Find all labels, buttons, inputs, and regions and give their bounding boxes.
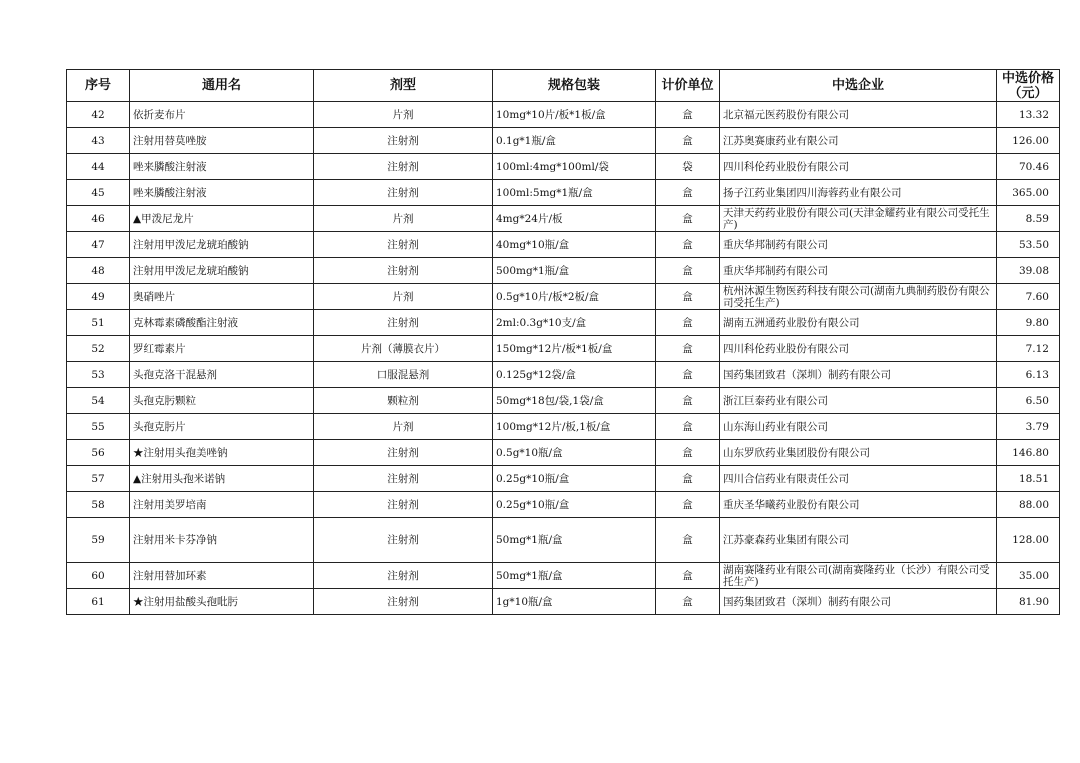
cell-spec: 50mg*1瓶/盒 (493, 518, 656, 563)
cell-price: 128.00 (997, 518, 1060, 563)
cell-company: 浙江巨泰药业有限公司 (720, 388, 997, 414)
cell-spec: 50mg*18包/袋,1袋/盒 (493, 388, 656, 414)
table-row (67, 336, 1060, 362)
cell-spec: 150mg*12片/板*1板/盒 (493, 336, 656, 362)
cell-spec: 100ml:5mg*1瓶/盒 (493, 180, 656, 206)
cell-price: 35.00 (997, 563, 1060, 589)
cell-spec: 4mg*24片/板 (493, 206, 656, 232)
cell-company: 山东海山药业有限公司 (720, 414, 997, 440)
cell-generic-name: 唑来膦酸注射液 (130, 154, 314, 180)
cell-dosage-form: 注射剂 (314, 258, 493, 284)
cell-company: 天津天药药业股份有限公司(天津金耀药业有限公司受托生产) (720, 206, 997, 232)
cell-company: 湖南赛隆药业有限公司(湖南赛隆药业（长沙）有限公司受托生产) (720, 563, 997, 589)
header-company: 中选企业 (720, 70, 997, 102)
cell-generic-name: 注射用替加环素 (130, 563, 314, 589)
cell-dosage-form: 注射剂 (314, 180, 493, 206)
cell-dosage-form: 注射剂 (314, 232, 493, 258)
cell-generic-name: 注射用甲泼尼龙琥珀酸钠 (130, 232, 314, 258)
cell-seq: 51 (67, 310, 130, 336)
cell-generic-name: 头孢克洛干混悬剂 (130, 362, 314, 388)
cell-seq: 53 (67, 362, 130, 388)
cell-price: 13.32 (997, 102, 1060, 128)
cell-company: 重庆华邦制药有限公司 (720, 258, 997, 284)
cell-price: 53.50 (997, 232, 1060, 258)
cell-generic-name: ▲注射用头孢米诺钠 (130, 466, 314, 492)
drug-procurement-table (66, 69, 1060, 615)
cell-unit: 盒 (656, 563, 720, 589)
cell-generic-name: ★注射用头孢美唑钠 (130, 440, 314, 466)
table-row (67, 128, 1060, 154)
table-row (67, 518, 1060, 563)
table-row (67, 102, 1060, 128)
cell-price: 6.50 (997, 388, 1060, 414)
cell-dosage-form: 注射剂 (314, 310, 493, 336)
cell-unit: 盒 (656, 388, 720, 414)
cell-spec: 1g*10瓶/盒 (493, 589, 656, 615)
cell-unit: 盒 (656, 466, 720, 492)
cell-unit: 盒 (656, 492, 720, 518)
cell-spec: 0.25g*10瓶/盒 (493, 492, 656, 518)
cell-price: 9.80 (997, 310, 1060, 336)
cell-price: 6.13 (997, 362, 1060, 388)
table-row (67, 388, 1060, 414)
cell-seq: 46 (67, 206, 130, 232)
cell-generic-name: 依折麦布片 (130, 102, 314, 128)
cell-seq: 60 (67, 563, 130, 589)
cell-dosage-form: 片剂 (314, 284, 493, 310)
header-dosage-form: 剂型 (314, 70, 493, 102)
cell-price: 7.60 (997, 284, 1060, 310)
cell-dosage-form: 注射剂 (314, 128, 493, 154)
cell-unit: 袋 (656, 154, 720, 180)
cell-unit: 盒 (656, 232, 720, 258)
cell-unit: 盒 (656, 362, 720, 388)
cell-seq: 49 (67, 284, 130, 310)
cell-company: 四川科伦药业股份有限公司 (720, 154, 997, 180)
cell-unit: 盒 (656, 206, 720, 232)
table-row (67, 414, 1060, 440)
cell-seq: 59 (67, 518, 130, 563)
cell-spec: 50mg*1瓶/盒 (493, 563, 656, 589)
cell-unit: 盒 (656, 440, 720, 466)
cell-spec: 0.125g*12袋/盒 (493, 362, 656, 388)
cell-generic-name: 罗红霉素片 (130, 336, 314, 362)
cell-seq: 42 (67, 102, 130, 128)
cell-price: 18.51 (997, 466, 1060, 492)
cell-spec: 0.25g*10瓶/盒 (493, 466, 656, 492)
table-body (67, 102, 1060, 615)
cell-company: 扬子江药业集团四川海蓉药业有限公司 (720, 180, 997, 206)
cell-seq: 47 (67, 232, 130, 258)
cell-spec: 500mg*1瓶/盒 (493, 258, 656, 284)
table-row (67, 563, 1060, 589)
cell-dosage-form: 片剂 (314, 102, 493, 128)
table-row (67, 180, 1060, 206)
cell-spec: 2ml:0.3g*10支/盒 (493, 310, 656, 336)
cell-unit: 盒 (656, 518, 720, 563)
cell-company: 杭州沐源生物医药科技有限公司(湖南九典制药股份有限公司受托生产) (720, 284, 997, 310)
cell-price: 70.46 (997, 154, 1060, 180)
table-row (67, 589, 1060, 615)
cell-price: 126.00 (997, 128, 1060, 154)
cell-unit: 盒 (656, 102, 720, 128)
cell-dosage-form: 口服混悬剂 (314, 362, 493, 388)
cell-dosage-form: 注射剂 (314, 466, 493, 492)
cell-price: 88.00 (997, 492, 1060, 518)
cell-unit: 盒 (656, 336, 720, 362)
cell-unit: 盒 (656, 284, 720, 310)
cell-price: 81.90 (997, 589, 1060, 615)
cell-dosage-form: 注射剂 (314, 589, 493, 615)
table-row (67, 362, 1060, 388)
cell-unit: 盒 (656, 310, 720, 336)
cell-generic-name: 注射用美罗培南 (130, 492, 314, 518)
cell-spec: 0.1g*1瓶/盒 (493, 128, 656, 154)
cell-company: 北京福元医药股份有限公司 (720, 102, 997, 128)
cell-unit: 盒 (656, 180, 720, 206)
table-row (67, 492, 1060, 518)
cell-seq: 43 (67, 128, 130, 154)
cell-generic-name: 头孢克肟颗粒 (130, 388, 314, 414)
cell-seq: 58 (67, 492, 130, 518)
cell-spec: 40mg*10瓶/盒 (493, 232, 656, 258)
cell-seq: 44 (67, 154, 130, 180)
cell-price: 146.80 (997, 440, 1060, 466)
cell-seq: 54 (67, 388, 130, 414)
cell-spec: 0.5g*10瓶/盒 (493, 440, 656, 466)
cell-company: 国药集团致君（深圳）制药有限公司 (720, 362, 997, 388)
table-row (67, 466, 1060, 492)
cell-company: 重庆圣华曦药业股份有限公司 (720, 492, 997, 518)
cell-generic-name: 注射用甲泼尼龙琥珀酸钠 (130, 258, 314, 284)
table-row (67, 206, 1060, 232)
cell-generic-name: 唑来膦酸注射液 (130, 180, 314, 206)
cell-unit: 盒 (656, 258, 720, 284)
cell-dosage-form: 注射剂 (314, 518, 493, 563)
cell-seq: 52 (67, 336, 130, 362)
cell-dosage-form: 颗粒剂 (314, 388, 493, 414)
cell-seq: 57 (67, 466, 130, 492)
cell-seq: 55 (67, 414, 130, 440)
cell-spec: 0.5g*10片/板*2板/盒 (493, 284, 656, 310)
table-header-row (67, 70, 1060, 102)
cell-price: 39.08 (997, 258, 1060, 284)
table-row (67, 440, 1060, 466)
cell-generic-name: 注射用替莫唑胺 (130, 128, 314, 154)
cell-unit: 盒 (656, 128, 720, 154)
header-unit: 计价单位 (656, 70, 720, 102)
cell-dosage-form: 注射剂 (314, 492, 493, 518)
cell-unit: 盒 (656, 589, 720, 615)
cell-price: 8.59 (997, 206, 1060, 232)
cell-unit: 盒 (656, 414, 720, 440)
cell-company: 山东罗欣药业集团股份有限公司 (720, 440, 997, 466)
cell-company: 四川科伦药业股份有限公司 (720, 336, 997, 362)
cell-spec: 10mg*10片/板*1板/盒 (493, 102, 656, 128)
header-seq: 序号 (67, 70, 130, 102)
table-row (67, 310, 1060, 336)
table-row (67, 258, 1060, 284)
cell-dosage-form: 注射剂 (314, 563, 493, 589)
header-price: 中选价格（元） (997, 70, 1060, 102)
cell-price: 7.12 (997, 336, 1060, 362)
cell-company: 重庆华邦制药有限公司 (720, 232, 997, 258)
cell-spec: 100ml:4mg*100ml/袋 (493, 154, 656, 180)
cell-company: 国药集团致君（深圳）制药有限公司 (720, 589, 997, 615)
cell-company: 江苏豪森药业集团有限公司 (720, 518, 997, 563)
cell-generic-name: 奥硝唑片 (130, 284, 314, 310)
table-row (67, 154, 1060, 180)
cell-company: 湖南五洲通药业股份有限公司 (720, 310, 997, 336)
cell-dosage-form: 片剂（薄膜衣片） (314, 336, 493, 362)
cell-dosage-form: 注射剂 (314, 154, 493, 180)
cell-generic-name: 头孢克肟片 (130, 414, 314, 440)
cell-company: 四川合信药业有限责任公司 (720, 466, 997, 492)
header-generic-name: 通用名 (130, 70, 314, 102)
cell-generic-name: 注射用米卡芬净钠 (130, 518, 314, 563)
cell-spec: 100mg*12片/板,1板/盒 (493, 414, 656, 440)
cell-seq: 48 (67, 258, 130, 284)
cell-seq: 56 (67, 440, 130, 466)
table-row (67, 232, 1060, 258)
cell-generic-name: ▲甲泼尼龙片 (130, 206, 314, 232)
cell-generic-name: 克林霉素磷酸酯注射液 (130, 310, 314, 336)
table-row (67, 284, 1060, 310)
header-spec: 规格包装 (493, 70, 656, 102)
cell-seq: 45 (67, 180, 130, 206)
cell-dosage-form: 片剂 (314, 414, 493, 440)
cell-price: 365.00 (997, 180, 1060, 206)
cell-dosage-form: 注射剂 (314, 440, 493, 466)
cell-seq: 61 (67, 589, 130, 615)
cell-company: 江苏奥赛康药业有限公司 (720, 128, 997, 154)
cell-price: 3.79 (997, 414, 1060, 440)
cell-dosage-form: 片剂 (314, 206, 493, 232)
cell-generic-name: ★注射用盐酸头孢吡肟 (130, 589, 314, 615)
